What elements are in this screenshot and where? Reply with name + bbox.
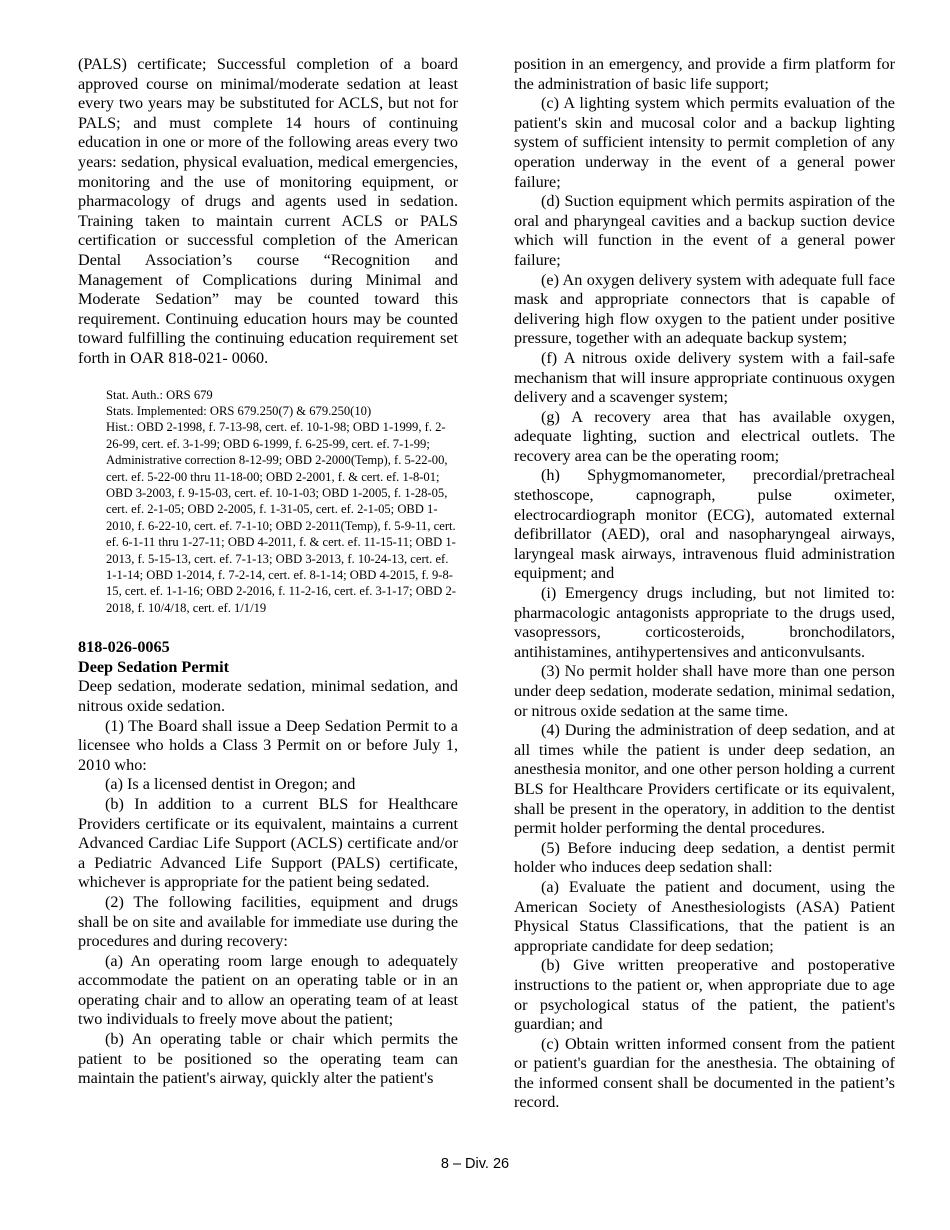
paragraph-2g: (g) A recovery area that has available oxygen, adequate lighting, suction and electrical outlets. The recovery area can be the operating room; bbox=[514, 407, 895, 465]
stat-auth: Stat. Auth.: ORS 679 bbox=[106, 387, 213, 402]
paragraph-5: (5) Before inducing deep sedation, a dentist permit holder who induces deep sedation shall: bbox=[514, 838, 895, 877]
rule-history-block bbox=[78, 387, 458, 617]
paragraph-2c: (c) A lighting system which permits evaluation of the patient's skin and mucosal color and a backup lighting system of sufficient intensity to permit completion of any operation underway in the event of a general power failure; bbox=[514, 94, 895, 191]
paragraph-1b: (b) In addition to a current BLS for Healthcare Providers certificate or its equivalent, maintains a current Advanced Cardiac Life Support (ACLS) certificate and/or a Pediatric Advanced Life Support (PALS) certificate, whichever is appropriate for the patient being sedated. bbox=[78, 794, 458, 892]
right-column bbox=[514, 55, 895, 1113]
paragraph-2d: (d) Suction equipment which permits aspiration of the oral and pharyngeal cavities and a backup suction device which will function in the event of a general power failure; bbox=[514, 192, 895, 269]
paragraph-2h: (h) Sphygmomanometer, precordial/pretracheal stethoscope, capnograph, pulse oximeter, electrocardiograph monitor (ECG), automated external defibrillator (AED), oral and nasopharyngeal airways, laryngeal mask airways, intravenous fluid administration equipment; and bbox=[514, 466, 895, 583]
paragraph-4: (4) During the administration of deep sedation, and at all times while the patient is under deep sedation, an anesthesia monitor, and one other person holding a current BLS for Healthcare Providers certificate or its equivalent, shall be present in the operatory, in addition to the dentist permit holder performing the dental procedures. bbox=[514, 721, 895, 838]
paragraph-2i: (i) Emergency drugs including, but not limited to: pharmacologic antagonists appropriate to the drugs used, vasopressors, corticosteroids, bronchodilators, antihistamines, antihypertensives and anticonvulsants. bbox=[514, 584, 895, 661]
history-note: Hist.: OBD 2-1998, f. 7-13-98, cert. ef. 10-1-98; OBD 1-1999, f. 2-26-99, cert. ef. 3-1-99; OBD 6-1999, f. 6-25-99, cert. ef. 7-1-99; Administrative correction 8-12-99; OBD 2-2000(Temp), f. 5-22-00, cert. ef. 5-22-00 thru 11-18-00; OBD 2-2001, f. & cert. ef. 1-8-01; OBD 3-2003, f. 9-15-03, cert. ef. 10-1-03; OBD 1-2005, f. 1-28-05, cert. ef. 2-1-05; OBD 2-2005, f. 1-31-05, cert. ef. 2-1-05; OBD 1-2010, f. 6-22-10, cert. ef. 7-1-10; OBD 2-2011(Temp), f. 5-9-11, cert. ef. 6-1-11 thru 1-27-11; OBD 4-2011, f. & cert. ef. 11-15-11; OBD 1-2013, f. 5-15-13, cert. ef. 7-1-13; OBD 3-2013, f. 10-24-13, cert. ef. 1-1-14; OBD 1-2014, f. 7-2-14, cert. ef. 8-1-14; OBD 4-2015, f. 9-8-15, cert. ef. 1-1-16; OBD 2-2016, f. 11-2-16, cert. ef. 3-1-17; OBD 2-2018, f. 10/4/18, cert. ef. 1/1/19 bbox=[106, 420, 456, 615]
paragraph-1: (1) The Board shall issue a Deep Sedation Permit to a licensee who holds a Class 3 Permit on or before July 1, 2010 who: bbox=[78, 716, 458, 774]
paragraph-2b-continued: position in an emergency, and provide a firm platform for the administration of basic life support; bbox=[514, 55, 895, 93]
page-footer: 8 – Div. 26 bbox=[440, 1156, 510, 1172]
paragraph-5a: (a) Evaluate the patient and document, using the American Society of Anesthesiologists (ASA) Patient Physical Status Classifications, that the patient is an appropriate candidate for deep sedation; bbox=[514, 877, 895, 955]
paragraph-2e: (e) An oxygen delivery system with adequate full face mask and appropriate connectors that is capable of delivering high flow oxygen to the patient under positive pressure, together with an adequate backup system; bbox=[514, 270, 895, 348]
paragraph-2b: (b) An operating table or chair which permits the patient to be positioned so the operating team can maintain the patient's airway, quickly alter the patient's bbox=[78, 1030, 458, 1088]
rule-title: Deep Sedation Permit bbox=[78, 657, 230, 676]
paragraph-2f: (f) A nitrous oxide delivery system with a fail-safe mechanism that will insure appropriate continuous oxygen delivery and a scavenger system; bbox=[514, 348, 895, 407]
paragraph-3: (3) No permit holder shall have more than one person under deep sedation, moderate sedation, minimal sedation, or nitrous oxide sedation at the same time. bbox=[514, 662, 895, 720]
rule-number: 818-026-0065 bbox=[78, 638, 170, 657]
left-column bbox=[78, 55, 458, 1089]
intro-paragraph: (PALS) certificate; Successful completion of a board approved course on minimal/moderate sedation at least every two years may be substituted for ACLS, but not for PALS; and must complete 14 hours of continuing education in one or more of the following areas every two years: sedation, physical evaluation, medical emergencies, monitoring and the use of monitoring equipment, or pharmacology of drugs and agents used in sedation. Training taken to maintain current ACLS or PALS certification or successful completion of the American Dental Association’s course “Recognition and Management of Complications during Minimal and Moderate Sedation” may be counted toward this requirement. Continuing education hours may be counted toward fulfilling the continuing education requirement set forth in OAR 818-021- 0060. bbox=[78, 55, 458, 367]
paragraph-2: (2) The following facilities, equipment and drugs shall be on site and available for immediate use during the procedures and during recovery: bbox=[78, 892, 458, 951]
paragraph-5c: (c) Obtain written informed consent from the patient or patient's guardian for the anesthesia. The obtaining of the informed consent shall be documented in the patient’s record. bbox=[514, 1034, 895, 1112]
paragraph-2a: (a) An operating room large enough to adequately accommodate the patient on an operating table or in an operating chair and to allow an operating team of at least two individuals to freely move about the patient; bbox=[78, 951, 458, 1029]
stats-implemented: Stats. Implemented: ORS 679.250(7) & 679.250(10) bbox=[106, 403, 372, 418]
paragraph-1a: (a) Is a licensed dentist in Oregon; and bbox=[105, 775, 356, 794]
paragraph-5b: (b) Give written preoperative and postoperative instructions to the patient or, when appropriate due to age or psychological status of the patient, the patient's guardian; and bbox=[514, 956, 895, 1034]
rule-scope: Deep sedation, moderate sedation, minimal sedation, and nitrous oxide sedation. bbox=[78, 677, 458, 715]
